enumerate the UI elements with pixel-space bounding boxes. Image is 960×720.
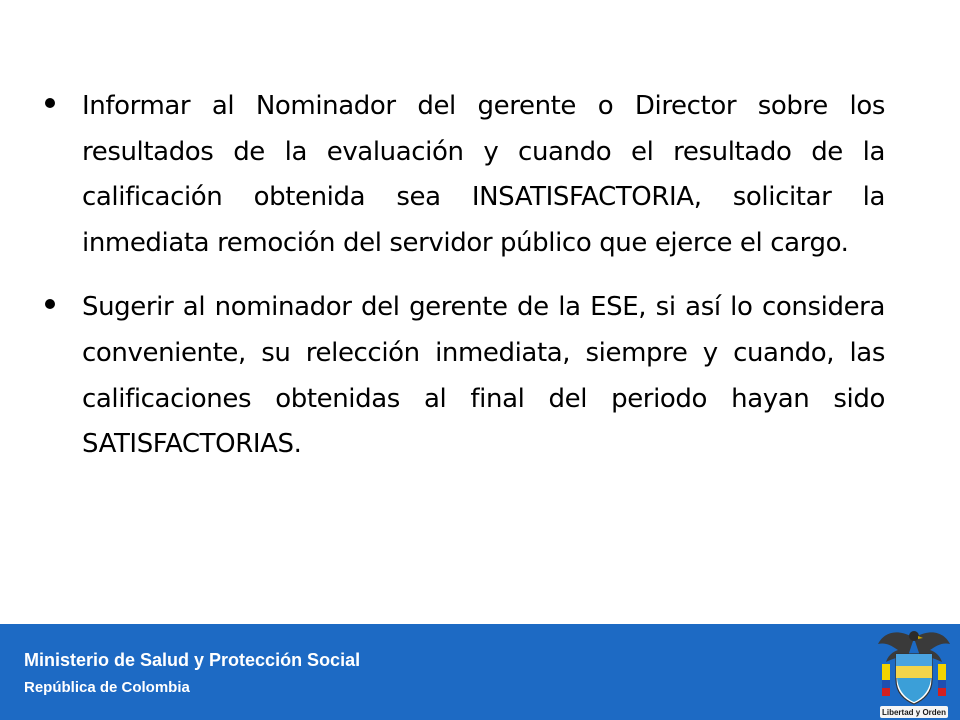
bullet-text: Informar al Nominador del gerente o Director sobre los resultados de la evaluación y cuando el resultado de la calificación obtenida sea INSATISFACTORIA, solicitar la inmediata remoción del servidor público que ejerce el cargo. [82,91,885,258]
bullet-text: Sugerir al nominador del gerente de la ESE, si así lo considera conveniente, su relección inmediata, siempre y cuando, las calificaciones obtenidas al final del periodo hayan sido SATISFACTORIAS. [82,292,885,460]
coat-of-arms-icon [868,624,960,720]
ministry-name: Ministerio de Salud y Protección Social [24,650,361,670]
bullet-item [45,285,885,467]
bullet-item [45,84,885,266]
motto-text: Libertad y Orden [881,708,947,717]
bullet-icon [45,299,55,309]
footer-bar [0,624,960,720]
slide-body [45,84,885,487]
country-name: República de Colombia [24,679,190,696]
bullet-icon [45,98,55,108]
